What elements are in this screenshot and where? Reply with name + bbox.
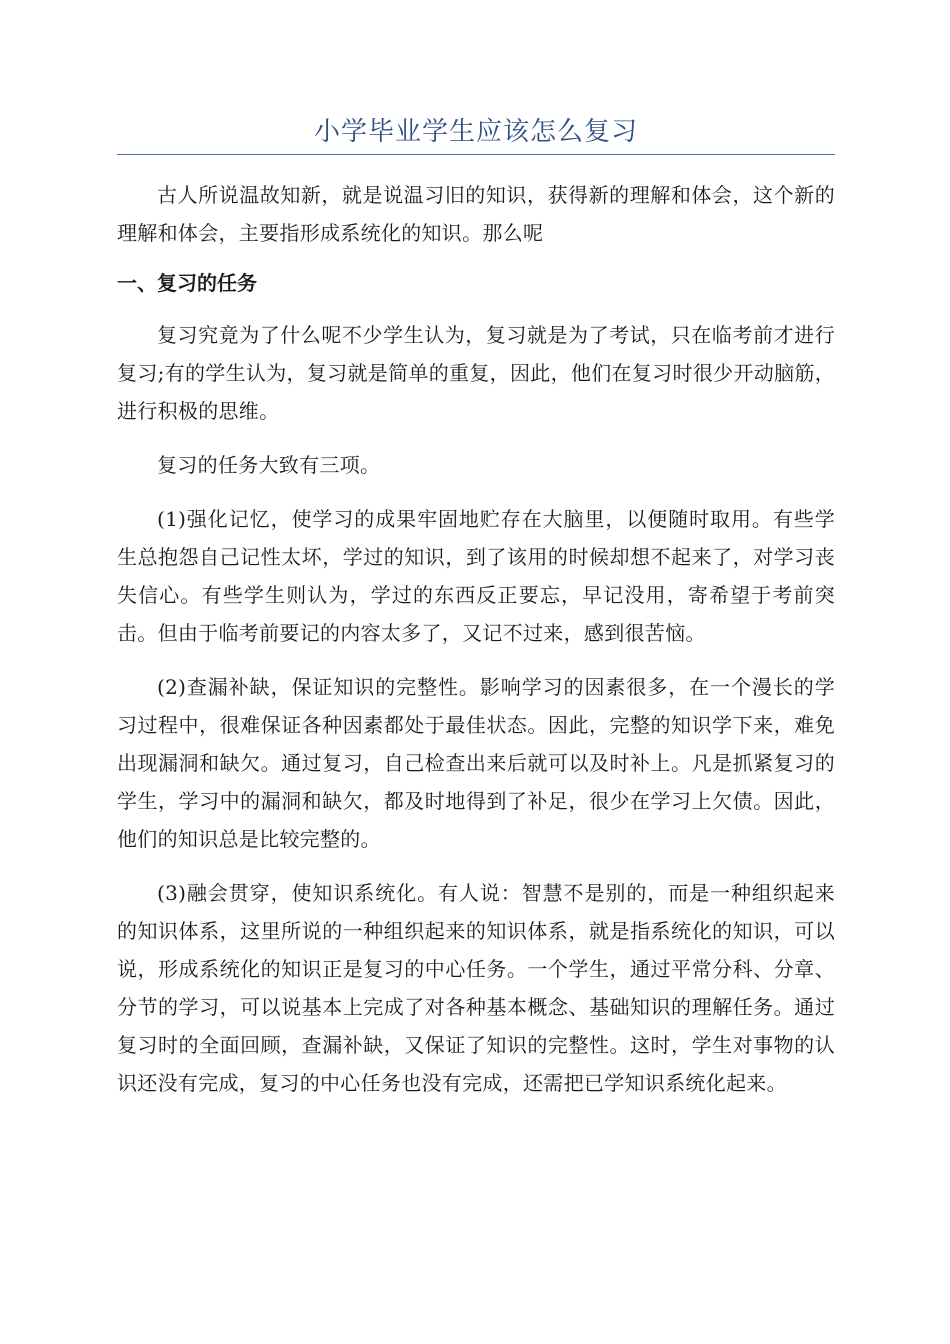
- document-title: 小学毕业学生应该怎么复习: [313, 117, 638, 147]
- intro-paragraph: 古人所说温故知新，就是说温习旧的知识，获得新的理解和体会，这个新的理解和体会，主要指形成系统化的知识。那么呢: [117, 183, 835, 245]
- section-heading: 一、复习的任务: [117, 271, 257, 295]
- title-underline: [117, 154, 835, 155]
- paragraph-3: (1)强化记忆，使学习的成果牢固地贮存在大脑里，以便随时取用。有些学生总抱怨自己记性太坏，学过的知识，到了该用的时候却想不起来了，对学习丧失信心。有些学生则认为，学过的东西反正要忘，早记没用，寄希望于考前突击。但由于临考前要记的内容太多了，又记不过来，感到很苦恼。: [117, 507, 835, 645]
- paragraph-1: 复习究竟为了什么呢不少学生认为，复习就是为了考试，只在临考前才进行复习;有的学生认为，复习就是简单的重复，因此，他们在复习时很少开动脑筋，进行积极的思维。: [117, 323, 835, 423]
- paragraph-2: 复习的任务大致有三项。: [157, 453, 381, 477]
- document-body: [117, 176, 835, 1102]
- paragraph-4: (2)查漏补缺，保证知识的完整性。影响学习的因素很多，在一个漫长的学习过程中，很难保证各种因素都处于最佳状态。因此，完整的知识学下来，难免出现漏洞和缺欠。通过复习，自己检查出来后就可以及时补上。凡是抓紧复习的学生，学习中的漏洞和缺欠，都及时地得到了补足，很少在学习上欠债。因此，他们的知识总是比较完整的。: [117, 675, 835, 851]
- paragraph-5: (3)融会贯穿，使知识系统化。有人说：智慧不是别的，而是一种组织起来的知识体系，这里所说的一种组织起来的知识体系，就是指系统化的知识，可以说，形成系统化的知识正是复习的中心任务。一个学生，通过平常分科、分章、分节的学习，可以说基本上完成了对各种基本概念、基础知识的理解任务。通过复习时的全面回顾，查漏补缺，又保证了知识的完整性。这时，学生对事物的认识还没有完成，复习的中心任务也没有完成，还需把已学知识系统化起来。: [117, 881, 835, 1095]
